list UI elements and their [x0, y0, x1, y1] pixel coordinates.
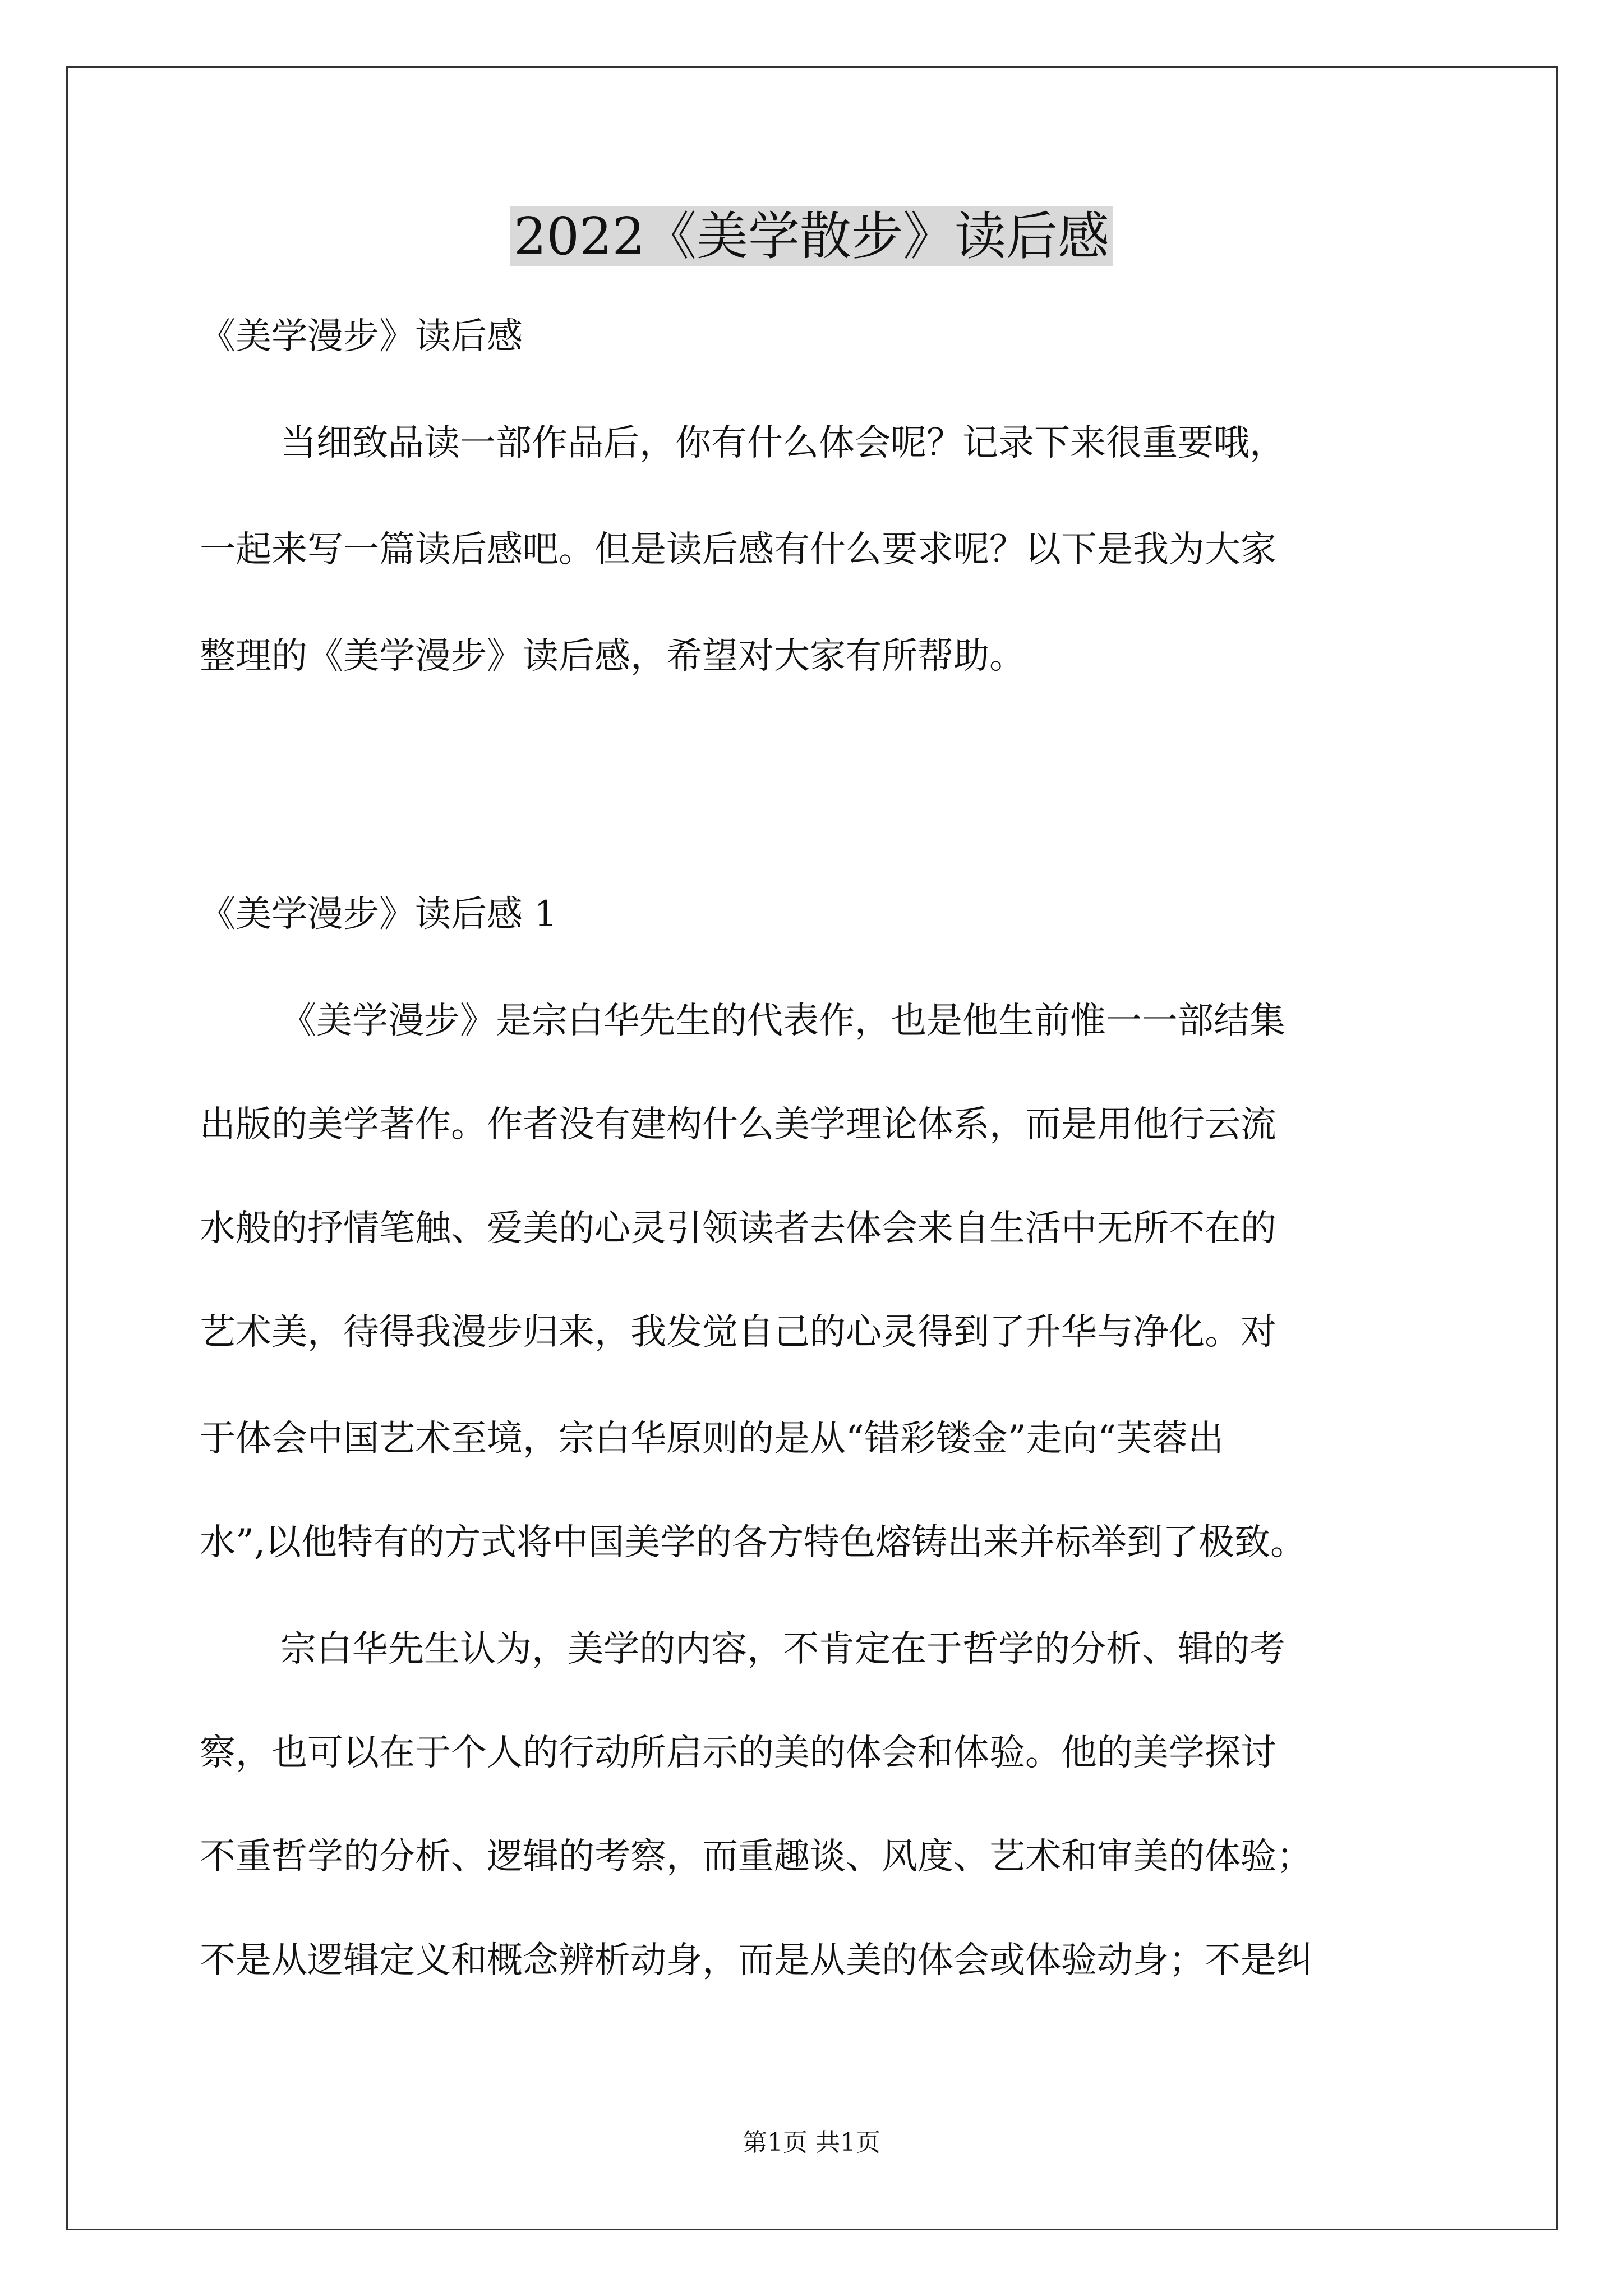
intro-line: 一起来写一篇读后感吧。但是读后感有什么要求呢？以下是我为大家: [200, 529, 1276, 570]
paragraph-line: 水”,以他特有的方式将中国美学的各方特色熔铸出来并标举到了极致。: [200, 1522, 1307, 1563]
paragraph-line: 不是从逻辑定义和概念辨析动身，而是从美的体会或体验动身；不是纠: [200, 1940, 1312, 1981]
paragraph-line: 水般的抒情笔触、爱美的心灵引领读者去体会来自生活中无所不在的: [200, 1208, 1276, 1249]
intro-heading: 《美学漫步》读后感: [200, 316, 523, 357]
paragraph-line: 察，也可以在于个人的行动所启示的美的体会和体验。他的美学探讨: [200, 1732, 1276, 1774]
intro-line: 当细致品读一部作品后，你有什么体会呢？记录下来很重要哦，: [280, 422, 1285, 464]
document-title: 2022《美学散步》读后感: [0, 197, 1623, 276]
paragraph-line: 于体会中国艺术至境，宗白华原则的是从“错彩镂金”走向“芙蓉出: [200, 1418, 1224, 1460]
paragraph-line: 宗白华先生认为，美学的内容，不肯定在于哲学的分析、辑的考: [280, 1628, 1285, 1670]
paragraph-line: 出版的美学著作。作者没有建构什么美学理论体系，而是用他行云流: [200, 1104, 1276, 1145]
page-footer: 第1页 共1页: [743, 2128, 880, 2157]
paragraph-line: 《美学漫步》是宗白华先生的代表作，也是他生前惟一一部结集: [280, 1000, 1285, 1042]
intro-line: 整理的《美学漫步》读后感，希望对大家有所帮助。: [200, 636, 1025, 677]
paragraph-line: 不重哲学的分析、逻辑的考察，而重趣谈、风度、艺术和审美的体验；: [200, 1836, 1312, 1878]
paragraph-line: 艺术美，待得我漫步归来，我发觉自己的心灵得到了升华与净化。对: [200, 1312, 1276, 1353]
section-heading: 《美学漫步》读后感 1: [200, 894, 557, 935]
